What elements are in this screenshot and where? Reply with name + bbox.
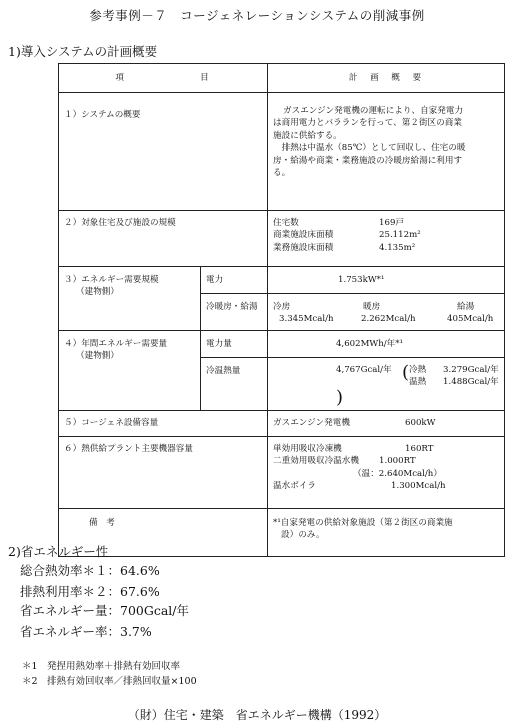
- annual-heat-value: 4,767Gcal/年: [336, 364, 392, 375]
- annual-demand-label: ４）年間エネルギー需要量: [64, 338, 168, 349]
- overview-line-6: る。: [273, 168, 291, 178]
- plant-line-4-name: 温水ボイラ: [273, 481, 316, 491]
- remarks-line-2: 設）のみ。: [281, 530, 325, 540]
- plant-line-4-value: 1.300Mcal/h: [391, 481, 446, 491]
- hvac-header-hotwater: 給湯: [457, 301, 475, 312]
- source-citation: （財）住宅・建築 省エネルギー機構（1992）: [127, 708, 387, 722]
- table-row-plant: [59, 436, 505, 508]
- annual-demand-sublabel: （建物側）: [76, 351, 119, 361]
- energy-scale-label: ３）エネルギー需要規模: [64, 274, 159, 285]
- plant-line-2-value: 1.000RT: [379, 456, 416, 466]
- remarks-line-1: *¹自家発電の供給対象施設（第２街区の商業施: [273, 517, 453, 528]
- table-row-overview: [59, 92, 505, 210]
- annual-warm-label: 温熱: [409, 377, 427, 387]
- table-row-annual-heat: 冷温熱量 4,767Gcal/年 ( 冷熱 3.279Gcal/年 温熱 1.488Gcal/年 ): [59, 357, 505, 410]
- scale-item-2-name: 商業施設床面積: [273, 230, 334, 240]
- cogen-value: 600kW: [405, 417, 436, 428]
- scale-item-1-value: 169戸: [379, 217, 405, 228]
- hvac-value-hotwater: 405Mcal/h: [447, 314, 494, 324]
- overview-line-4: 排熱は中温水（85℃）として回収し、住宅の暖: [273, 143, 466, 153]
- section-1-heading: 1)導入システムの計画概要: [8, 44, 158, 59]
- hvac-value-heating: 2.262Mcal/h: [361, 314, 416, 324]
- annual-cool-label: 冷熱: [409, 364, 427, 375]
- cogen-name: ガスエンジン発電機: [273, 417, 350, 428]
- saving-line-3: 省エネルギー量：700Gcal/年: [20, 603, 190, 618]
- hvac-header-heating: 暖房: [363, 301, 381, 312]
- hvac-value-cooling: 3.345Mcal/h: [279, 314, 334, 324]
- annual-heat-label: 冷温熱量: [201, 357, 268, 410]
- plan-overview-table: [58, 63, 505, 557]
- page-title: 参考事例－７ コージェネレーションシステムの削減事例: [89, 8, 425, 23]
- scale-label: ２）対象住宅及び施設の規模: [59, 210, 268, 266]
- hvac-header-cooling: 冷房: [273, 301, 291, 312]
- table-header-row: [59, 64, 505, 93]
- saving-line-2: 排熱利用率＊２：67.6%: [20, 584, 160, 599]
- remarks-label: 備 考: [59, 508, 268, 556]
- table-row-cogen: [59, 410, 505, 436]
- overview-line-1: ガスエンジン発電機の運転により、自家発電力: [283, 105, 464, 116]
- annual-power-label: 電力量: [201, 330, 268, 357]
- annual-warm-value: 1.488Gcal/年: [443, 377, 499, 387]
- header-plan: 計 画 概 要: [268, 64, 505, 93]
- scale-item-3-value: 4.135m²: [379, 242, 416, 253]
- note-1: ＊1 発捏用熱効率＋排熱有効回収率: [22, 661, 181, 672]
- scale-item-3-name: 業務施設床面積: [273, 242, 334, 253]
- energy-scale-sublabel: （建物側）: [76, 287, 119, 297]
- section-2-heading: 2)省エネルギー性: [8, 544, 109, 559]
- overview-label: １）システムの概要: [59, 92, 268, 210]
- saving-line-4: 省エネルギー率：3.7%: [20, 624, 152, 639]
- plant-line-1-name: 単効用吸収冷凍機: [273, 443, 342, 454]
- scale-item-2-value: 25.112m²: [379, 230, 421, 240]
- energy-hvac-label: 冷暖房・給湯: [201, 293, 268, 330]
- note-2: ＊2 排熱有効回収率／排熱回収量×100: [22, 676, 197, 687]
- plant-label: ６）熱供給プラント主要機器容量: [59, 436, 268, 508]
- energy-power-label: 電力: [201, 266, 268, 293]
- cogen-label: ５）コージェネ設備容量: [59, 410, 268, 436]
- saving-line-1: 総合熱効率＊１：64.6%: [20, 563, 160, 578]
- overview-line-5: 房・給湯や商業・業務施設の冷暖房給湯に利用す: [273, 155, 463, 166]
- table-row-energy-power: [59, 266, 505, 293]
- table-row-scale: [59, 210, 505, 266]
- overview-line-3: 施設に供給する。: [273, 130, 342, 141]
- plant-line-1-value: 160RT: [405, 443, 434, 454]
- annual-cool-value: 3.279Gcal/年: [443, 364, 499, 375]
- plant-line-3: （温：2.640Mcal/h）: [353, 468, 442, 479]
- header-item: 項 目: [59, 64, 268, 93]
- table-row-annual-power: [59, 330, 505, 357]
- scale-item-1-name: 住宅数: [273, 217, 299, 228]
- plant-line-2-name: 二重効用吸収冷温水機: [273, 456, 359, 466]
- energy-power-value: 1.753kW*¹: [268, 266, 505, 293]
- table-row-remarks: [59, 508, 505, 556]
- annual-power-value: 4,602MWh/年*¹: [268, 330, 505, 357]
- overview-line-2: は商用電力とバラランを行って、第２街区の商業: [273, 118, 462, 128]
